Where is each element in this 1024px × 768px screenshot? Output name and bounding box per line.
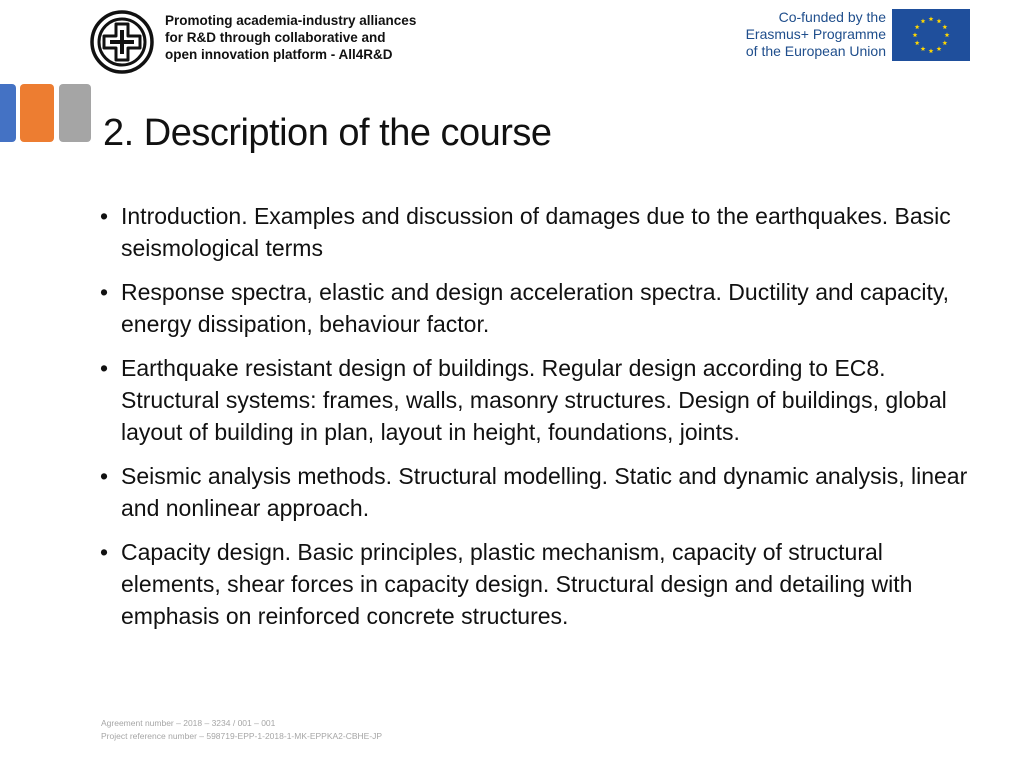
bullet-text: Capacity design. Basic principles, plastic mechanism, capacity of structural elements, shear forces in capacity design. Structural design and detailing with emphasis on reinforced concrete structures. [121, 539, 913, 629]
bullet-list [100, 200, 970, 644]
bullet-item [100, 200, 970, 264]
bullet-item [100, 536, 970, 632]
agreement-number: Agreement number – 2018 – 3234 / 001 – 001 [101, 718, 276, 728]
bullet-glyph: • [100, 463, 109, 489]
eu-funding-line: Erasmus+ Programme [745, 26, 886, 42]
bullet-text: Seismic analysis methods. Structural modelling. Static and dynamic analysis, linear and nonlinear approach. [121, 463, 968, 521]
project-title [165, 12, 465, 63]
bullet-item [100, 460, 970, 524]
bullet-text: Response spectra, elastic and design acceleration spectra. Ductility and capacity, energy dissipation, behaviour factor. [121, 279, 950, 337]
eu-funding-line: of the European Union [745, 43, 886, 59]
project-title-line: for R&D through collaborative and [165, 30, 386, 45]
bullet-text: Introduction. Examples and discussion of damages due to the earthquakes. Basic seismological terms [121, 203, 951, 261]
decorative-bar-orange [20, 84, 54, 142]
bullet-glyph: • [100, 203, 109, 229]
bullet-glyph: • [100, 539, 109, 565]
footer [101, 717, 382, 743]
project-reference-number: Project reference number – 598719-EPP-1-2018-1-MK-EPPKA2-CBHE-JP [101, 731, 383, 741]
project-logo-icon [90, 10, 154, 74]
eu-funding-line: Co-funded by the [778, 9, 886, 25]
bullet-glyph: • [100, 279, 109, 305]
eu-funding-text [726, 9, 886, 60]
eu-flag-icon [892, 9, 970, 61]
project-title-line: Promoting academia-industry alliances [165, 13, 417, 28]
bullet-text: Earthquake resistant design of buildings. Regular design according to EC8. Structural systems: frames, walls, masonry structures. Design of buildings, global layout of building in plan, layout in height, foundations, joints. [121, 355, 947, 445]
project-title-line: open innovation platform - All4R&D [165, 47, 393, 62]
bullet-item [100, 352, 970, 448]
decorative-bar-gray [59, 84, 91, 142]
slide-title: 2. Description of the course [103, 112, 552, 154]
decorative-bar-blue [0, 84, 16, 142]
bullet-glyph: • [100, 355, 109, 381]
bullet-item [100, 276, 970, 340]
